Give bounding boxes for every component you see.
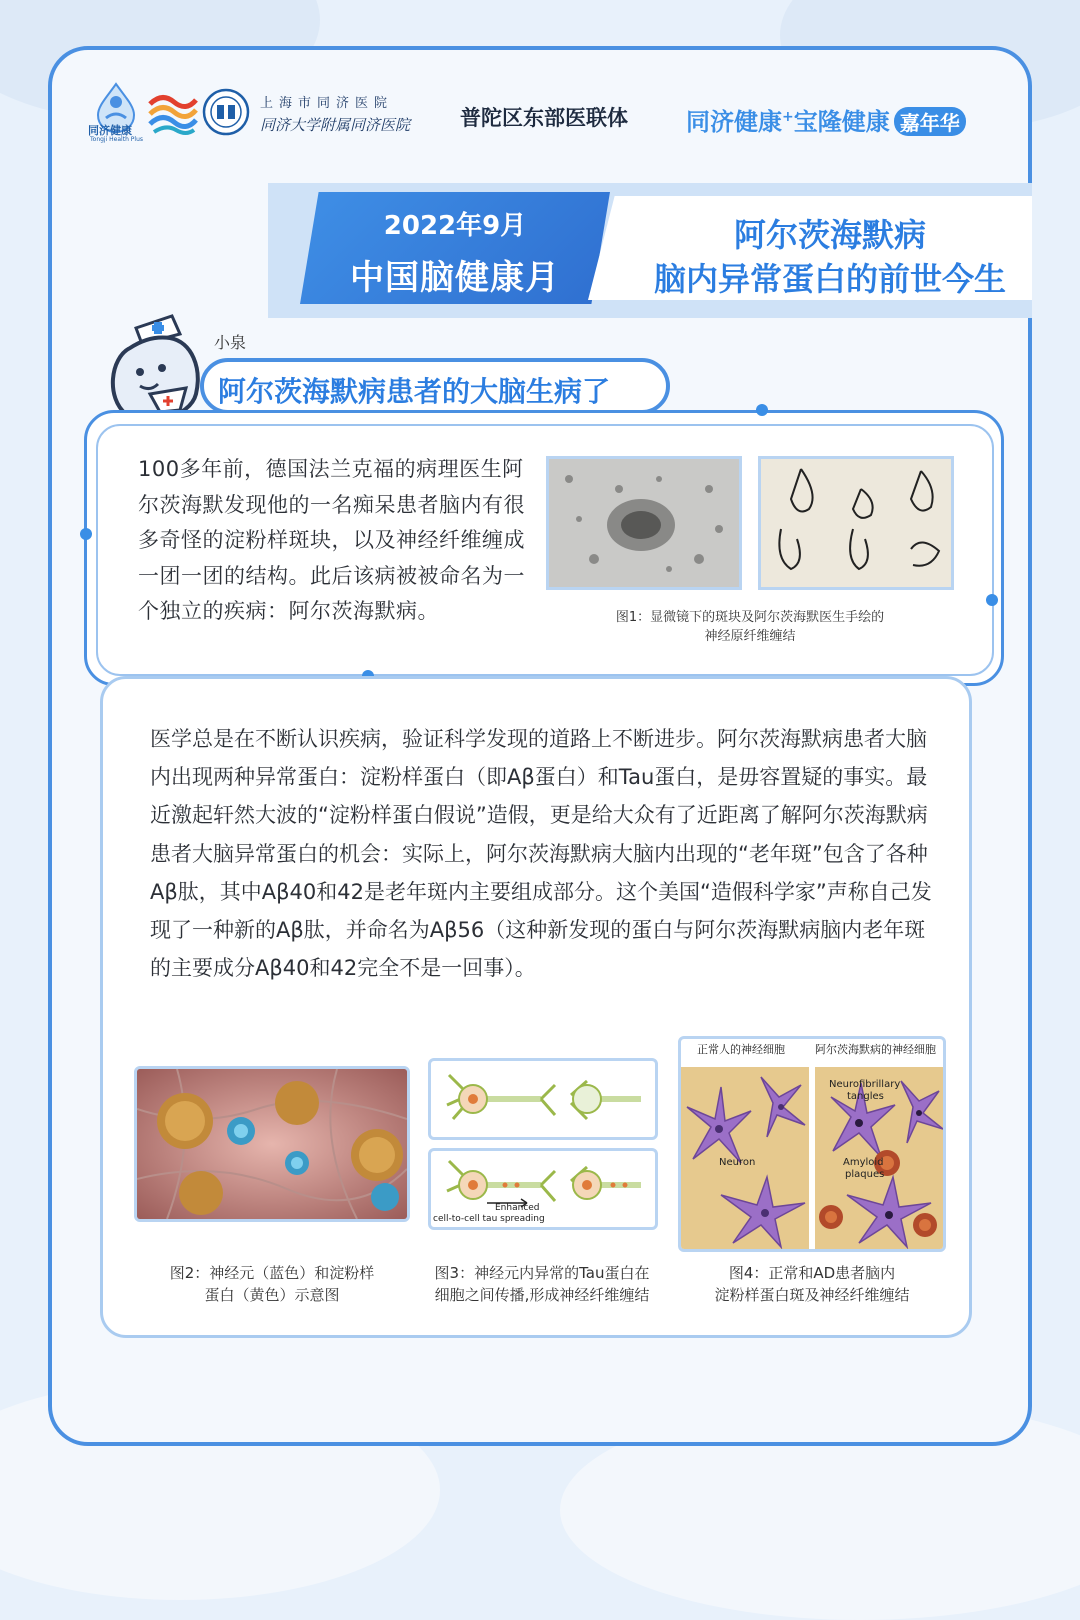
decor-dot [80, 528, 92, 540]
figure4-caption [684, 1262, 940, 1306]
figure4-caption-line2: 淀粉样蛋白斑及神经纤维缠结 [714, 1286, 910, 1304]
mascot-icon [100, 298, 212, 426]
normal-vs-ad-image [678, 1036, 946, 1252]
tau-spreading-image [428, 1148, 658, 1230]
wave-logo-icon [146, 86, 198, 138]
page-title: 阿尔茨海默病 [733, 216, 926, 254]
figure2-caption-line1: 图2：神经元（蓝色）和淀粉样 [169, 1264, 375, 1282]
tau-arrow-label-line1: Enhanced [495, 1203, 540, 1213]
hand-drawn-tangle-illustration [761, 459, 951, 587]
brand-baolong: 宝隆健康 [793, 108, 890, 136]
figure2-caption-line2: 蛋白（黄色）示意图 [204, 1286, 340, 1304]
page-subtitle: 脑内异常蛋白的前世今生 [653, 260, 1006, 298]
figure1-caption-line1: 图1：显微镜下的斑块及阿尔茨海默医生手绘的 [615, 610, 885, 625]
neuron-amyloid-image [134, 1066, 410, 1222]
figure3-caption [414, 1262, 670, 1306]
mascot-name: 小泉 [214, 333, 247, 352]
brand-plus: + [782, 109, 794, 125]
hand-drawn-tangle-image [758, 456, 954, 590]
brand-tongji: 同济健康 [686, 108, 782, 136]
figure4-header-right: 阿尔茨海默病的神经细胞 [815, 1043, 936, 1056]
carnival-brand [686, 102, 966, 137]
label-tangles-line1: Neurofibrillary [829, 1079, 901, 1090]
label-tangles-line2: tangles [847, 1091, 884, 1102]
microscope-plaque-illustration [549, 459, 739, 587]
month-name: 中国脑健康月 [350, 258, 560, 298]
brand-badge: 嘉年华 [894, 107, 966, 136]
main-paragraph: 医学总是在不断认识疾病，验证科学发现的道路上不断进步。阿尔茨海默病患者大脑内出现两种异常蛋白：淀粉样蛋白（即Aβ蛋白）和Tau蛋白，是毋容置疑的事实。最近激起轩然大波的“淀粉样蛋白假说”造假，更是给大众有了近距离了解阿尔茨海默病患者大脑异常蛋白的机会：实际上，阿尔茨海默病大脑内出现的“老年斑”包含了各种Aβ肽，其中Aβ40和42是老年斑内主要组成部分。这个美国“造假科学家”声称自己发现了一种新的Aβ肽，并命名为Aβ56（这种新发现的蛋白与阿尔茨海默病脑内老年斑的主要成分Aβ40和42完全不是一回事）。 [150, 727, 932, 981]
tau-normal-illustration [431, 1061, 655, 1137]
section-heading-text: 阿尔茨海默病患者的大脑生病了 [218, 375, 611, 408]
hospital-affiliation: 同济大学附属同济医院 [260, 116, 411, 134]
hospital-name: 上海市同济医院 [260, 96, 394, 111]
tau-arrow-label-line2: cell-to-cell tau spreading [433, 1214, 545, 1224]
header-logos [88, 82, 1008, 152]
decor-dot [986, 594, 998, 606]
figure3-caption-line2: 细胞之间传播,形成神经纤维缠结 [434, 1286, 650, 1304]
figure4-header-left: 正常人的神经细胞 [697, 1043, 785, 1056]
tau-normal-image [428, 1058, 658, 1140]
decor-dot [756, 404, 768, 416]
figure1-caption [560, 608, 940, 646]
label-neuron: Neuron [719, 1157, 756, 1168]
tongji-health-logo-subtext: Tongji Health Plus [90, 136, 143, 143]
figure4-caption-line1: 图4：正常和AD患者脑内 [728, 1264, 896, 1282]
alliance-name: 普陀区东部医联体 [460, 105, 628, 130]
figure3-caption-line1: 图3：神经元内异常的Tau蛋白在 [434, 1264, 650, 1282]
figure1-caption-line2: 神经原纤维缠结 [704, 629, 796, 644]
intro-paragraph: 100多年前，德国法兰克福的病理医生阿尔茨海默发现他的一名痴呆患者脑内有很多奇怪的淀粉样斑块，以及神经纤维缠成一团一团的结构。此后该病被被命名为一个独立的疾病：阿尔茨海默病。 [138, 457, 525, 623]
label-plaques-line1: Amyloid [843, 1157, 884, 1168]
hospital-seal-icon [202, 88, 250, 136]
section-heading [200, 358, 670, 414]
figure2-caption [140, 1262, 404, 1306]
label-plaques-line2: plaques [845, 1169, 885, 1180]
date-text: 2022年9月 [383, 211, 527, 241]
neuron-amyloid-illustration [137, 1069, 407, 1219]
tongji-health-logo-text: 同济健康 [88, 124, 132, 137]
microscope-plaque-image [546, 456, 742, 590]
